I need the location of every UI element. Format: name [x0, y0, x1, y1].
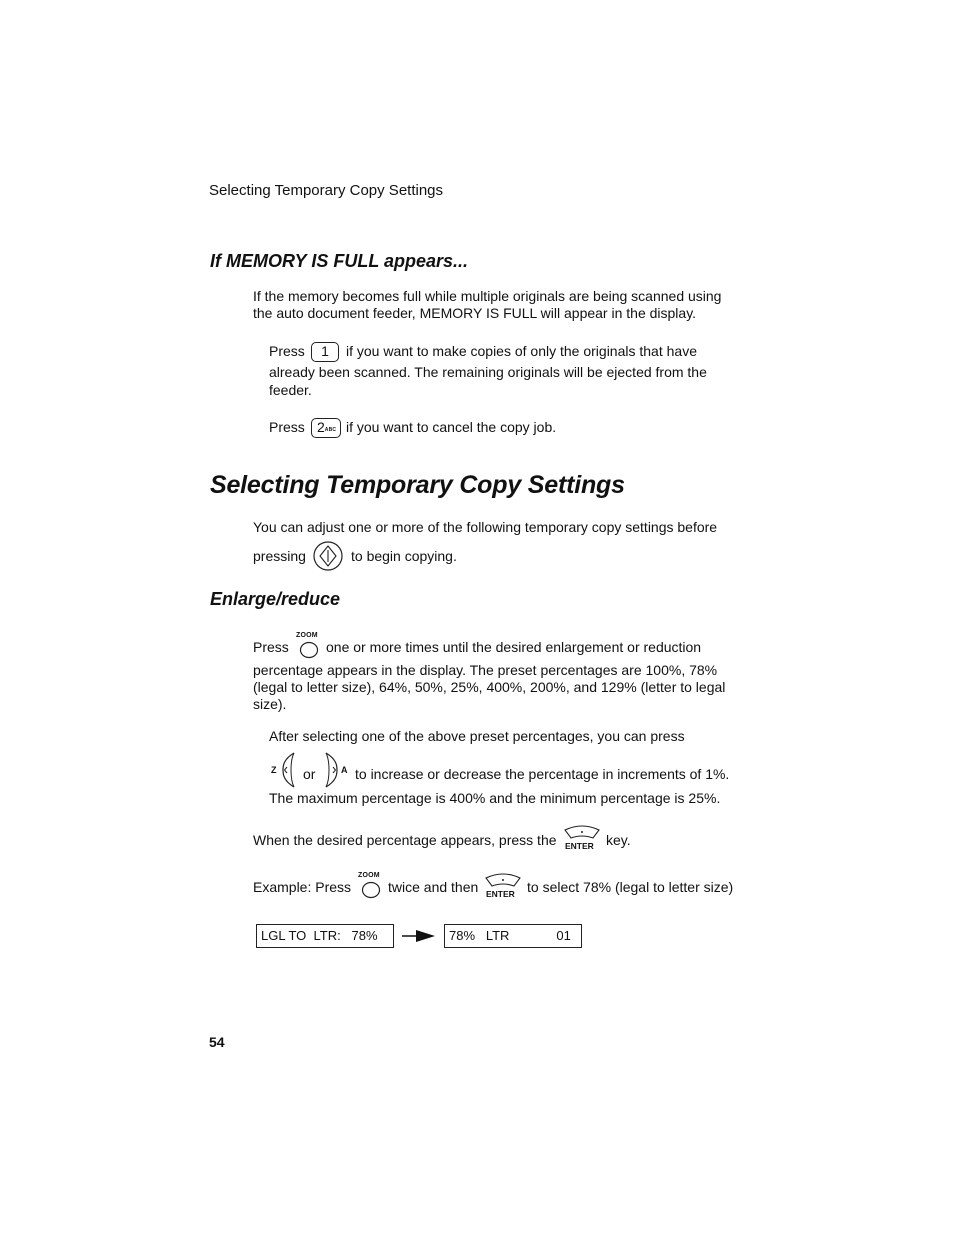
main-heading: Selecting Temporary Copy Settings — [210, 471, 625, 499]
memory-full-heading: If MEMORY IS FULL appears... — [210, 251, 469, 271]
display-before: LGL TO LTR: 78% — [256, 924, 394, 948]
press1-line2: already been scanned. The remaining originals will be ejected from the — [269, 364, 707, 380]
enlarge-line2: percentage appears in the display. The preset percentages are 100%, 78% — [253, 662, 718, 678]
key-1-label: 1 — [321, 343, 329, 359]
running-head: Selecting Temporary Copy Settings — [209, 182, 444, 199]
intro-pressing: pressing — [253, 548, 306, 564]
example-zoom-label: ZOOM — [358, 872, 380, 879]
after-line3: The maximum percentage is 400% and the minimum percentage is 25%. — [269, 790, 721, 806]
enlarge-heading: Enlarge/reduce — [210, 589, 341, 609]
key-1-icon — [311, 342, 339, 362]
arrow-right-icon — [402, 928, 436, 944]
intro-begin-copying: to begin copying. — [351, 548, 457, 564]
zoom-key-icon — [299, 641, 319, 659]
press1-text: if you want to make copies of only the originals that have — [346, 343, 697, 359]
example-twice: twice and then — [388, 879, 479, 895]
key-2-label: 2 — [317, 419, 325, 435]
key-2-abc-icon — [311, 418, 341, 438]
after-line1: After selecting one of the above preset percentages, you can press — [269, 728, 685, 744]
right-arrow-key-icon — [321, 751, 341, 789]
press1-line3: feeder. — [269, 382, 312, 398]
left-arrow-key-icon — [279, 751, 299, 789]
memory-full-intro-line2: the auto document feeder, MEMORY IS FULL will appear in the display. — [253, 305, 697, 321]
right-key-letter: A — [341, 765, 348, 775]
example-enter-label: ENTER — [486, 889, 515, 899]
key-2-sub-label: ABC — [324, 427, 337, 433]
press1-label: Press — [269, 343, 305, 359]
enlarge-press-text: one or more times until the desired enlargement or reduction — [326, 639, 702, 655]
press2-label: Press — [269, 419, 305, 435]
zoom-key-label: ZOOM — [296, 632, 318, 639]
start-key-icon — [312, 541, 346, 571]
after-line2: to increase or decrease the percentage in increments of 1%. — [355, 766, 730, 782]
memory-full-intro-line1: If the memory becomes full while multiple originals are being scanned using — [253, 288, 722, 304]
page-number: 54 — [209, 1034, 225, 1050]
enlarge-line4: size). — [253, 696, 287, 712]
or-text: or — [303, 766, 316, 782]
display-after: 78% LTR 01 — [444, 924, 582, 948]
intro-line1: You can adjust one or more of the following temporary copy settings before — [253, 519, 718, 535]
example-enter-key-icon — [484, 873, 522, 889]
enlarge-line3: (legal to letter size), 64%, 50%, 25%, 400%, 200%, and 129% (letter to legal — [253, 679, 726, 695]
example-press: Example: Press — [253, 879, 352, 895]
when-text: When the desired percentage appears, press the — [253, 832, 557, 848]
example-result: to select 78% (legal to letter size) — [527, 879, 734, 895]
left-key-letter: Z — [271, 765, 277, 775]
press2-text: if you want to cancel the copy job. — [346, 419, 557, 435]
enter-key-icon — [563, 825, 601, 841]
example-zoom-key-icon — [361, 881, 381, 899]
enter-key-label: ENTER — [565, 841, 594, 851]
when-key-text: key. — [606, 832, 631, 848]
enlarge-press: Press — [253, 639, 289, 655]
